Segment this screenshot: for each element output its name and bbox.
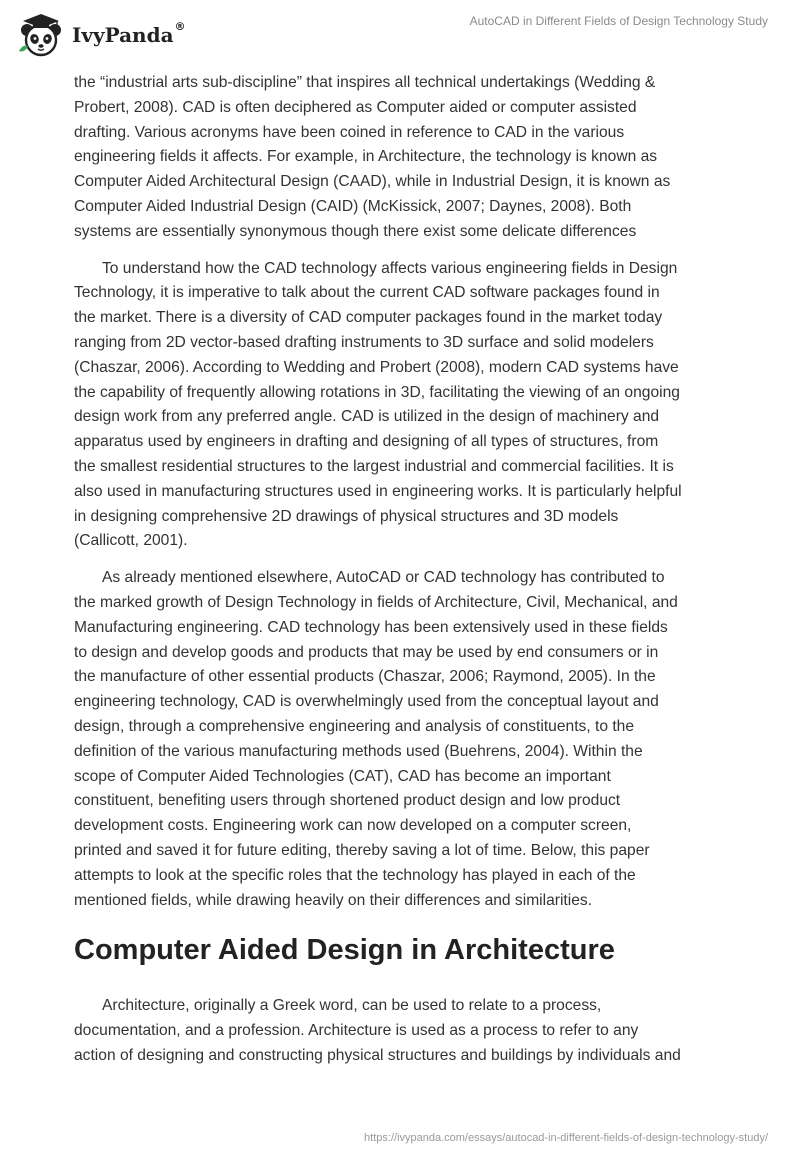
paragraph-line: (Chaszar, 2006). According to Wedding and Probert (2008), modern CAD systems have <box>74 358 679 376</box>
paragraph-line: engineering technology, CAD is overwhelmingly used from the conceptual layout and <box>74 693 659 711</box>
paragraph-line: Architecture, originally a Greek word, can be used to relate to a process, <box>102 997 602 1015</box>
paragraph-line: the marked growth of Design Technology in fields of Architecture, Civil, Mechanical, and <box>74 593 678 611</box>
paragraph-line: (Callicott, 2001). <box>74 532 188 550</box>
paragraph-line: mentioned fields, while drawing heavily on their differences and similarities. <box>74 891 593 909</box>
paragraph-2 <box>74 257 734 555</box>
paragraph-line: Probert, 2008). CAD is often deciphered as Computer aided or computer assisted <box>74 98 637 116</box>
paragraph-line: to design and develop goods and products that may be used by end consumers or in <box>74 643 659 661</box>
source-url-link[interactable]: https://ivypanda.com/essays/autocad-in-different-fields-of-design-technology-study/ <box>364 1132 768 1144</box>
paragraph-3 <box>74 566 734 913</box>
panda-graduation-cap-icon <box>14 8 68 62</box>
brand-name <box>72 20 186 47</box>
paragraph-line: Manufacturing engineering. CAD technology has been extensively used in these fields <box>74 618 668 636</box>
paragraph-line: Computer Aided Architectural Design (CAAD), while in Industrial Design, it is known as <box>74 173 671 191</box>
paragraph-line: apparatus used by engineers in drafting and designing of all types of structures, from <box>74 433 659 451</box>
paragraph-line: the manufacture of other essential products (Chaszar, 2006; Raymond, 2005). In the <box>74 668 656 686</box>
article-body <box>74 71 734 1081</box>
brand-logo[interactable] <box>14 8 186 62</box>
brand-registered-mark: ® <box>174 20 186 33</box>
paragraph-line: also used in manufacturing structures used in engineering works. It is particularly helpful <box>74 482 682 500</box>
paragraph-line: Computer Aided Industrial Design (CAID) (McKissick, 2007; Daynes, 2008). Both <box>74 197 632 215</box>
paragraph-line: ranging from 2D vector-based drafting instruments to 3D surface and solid modelers <box>74 333 654 351</box>
paragraph-line: printed and saved it for future editing, thereby saving a lot of time. Below, this paper <box>74 841 650 859</box>
paragraph-line: attempts to look at the specific roles that the technology has played in each of the <box>74 866 636 884</box>
document-title: AutoCAD in Different Fields of Design Technology Study <box>469 14 768 28</box>
paragraph-line: design work from any preferred angle. CAD is utilized in the design of machinery and <box>74 408 660 426</box>
paragraph-line: the capability of frequently allowing rotations in 3D, facilitating the viewing of an ongoing <box>74 383 680 401</box>
paragraph-line: action of designing and constructing physical structures and buildings by individuals and <box>74 1046 681 1064</box>
paragraph-line: engineering fields it affects. For example, in Architecture, the technology is known as <box>74 148 658 166</box>
section-heading: Computer Aided Design in Architecture <box>74 934 615 967</box>
paragraph-1 <box>74 71 734 245</box>
paragraph-line: design, through a comprehensive engineering and analysis of constituents, to the <box>74 717 635 735</box>
paragraph-line: the smallest residential structures to the largest industrial and commercial facilities. It is <box>74 457 674 475</box>
section-paragraph <box>74 994 734 1068</box>
paragraph-line: scope of Computer Aided Technologies (CAT), CAD has become an important <box>74 767 611 785</box>
paragraph-line: documentation, and a profession. Architecture is used as a process to refer to any <box>74 1022 639 1040</box>
paragraph-line: definition of the various manufacturing methods used (Buehrens, 2004). Within the <box>74 742 643 760</box>
paragraph-line: the market. There is a diversity of CAD computer packages found in the market today <box>74 309 663 327</box>
paragraph-line: As already mentioned elsewhere, AutoCAD or CAD technology has contributed to <box>102 569 665 587</box>
paragraph-line: constituent, benefiting users through shortened product design and low product <box>74 792 621 810</box>
paragraph-line: development costs. Engineering work can now developed on a computer screen, <box>74 817 632 835</box>
paragraph-line: Technology, it is imperative to talk about the current CAD software packages found in <box>74 284 660 302</box>
paragraph-line: in designing comprehensive 2D drawings of physical structures and 3D models <box>74 507 619 525</box>
paragraph-line: To understand how the CAD technology affects various engineering fields in Design <box>102 259 678 277</box>
paragraph-line: systems are essentially synonymous though there exist some delicate differences <box>74 222 637 240</box>
paragraph-line: the “industrial arts sub-discipline” that inspires all technical undertakings (Wedding & <box>74 74 656 91</box>
page-header <box>0 0 800 70</box>
paragraph-line: drafting. Various acronyms have been coined in reference to CAD in the various <box>74 123 625 141</box>
brand-name-text: IvyPanda <box>72 23 174 47</box>
